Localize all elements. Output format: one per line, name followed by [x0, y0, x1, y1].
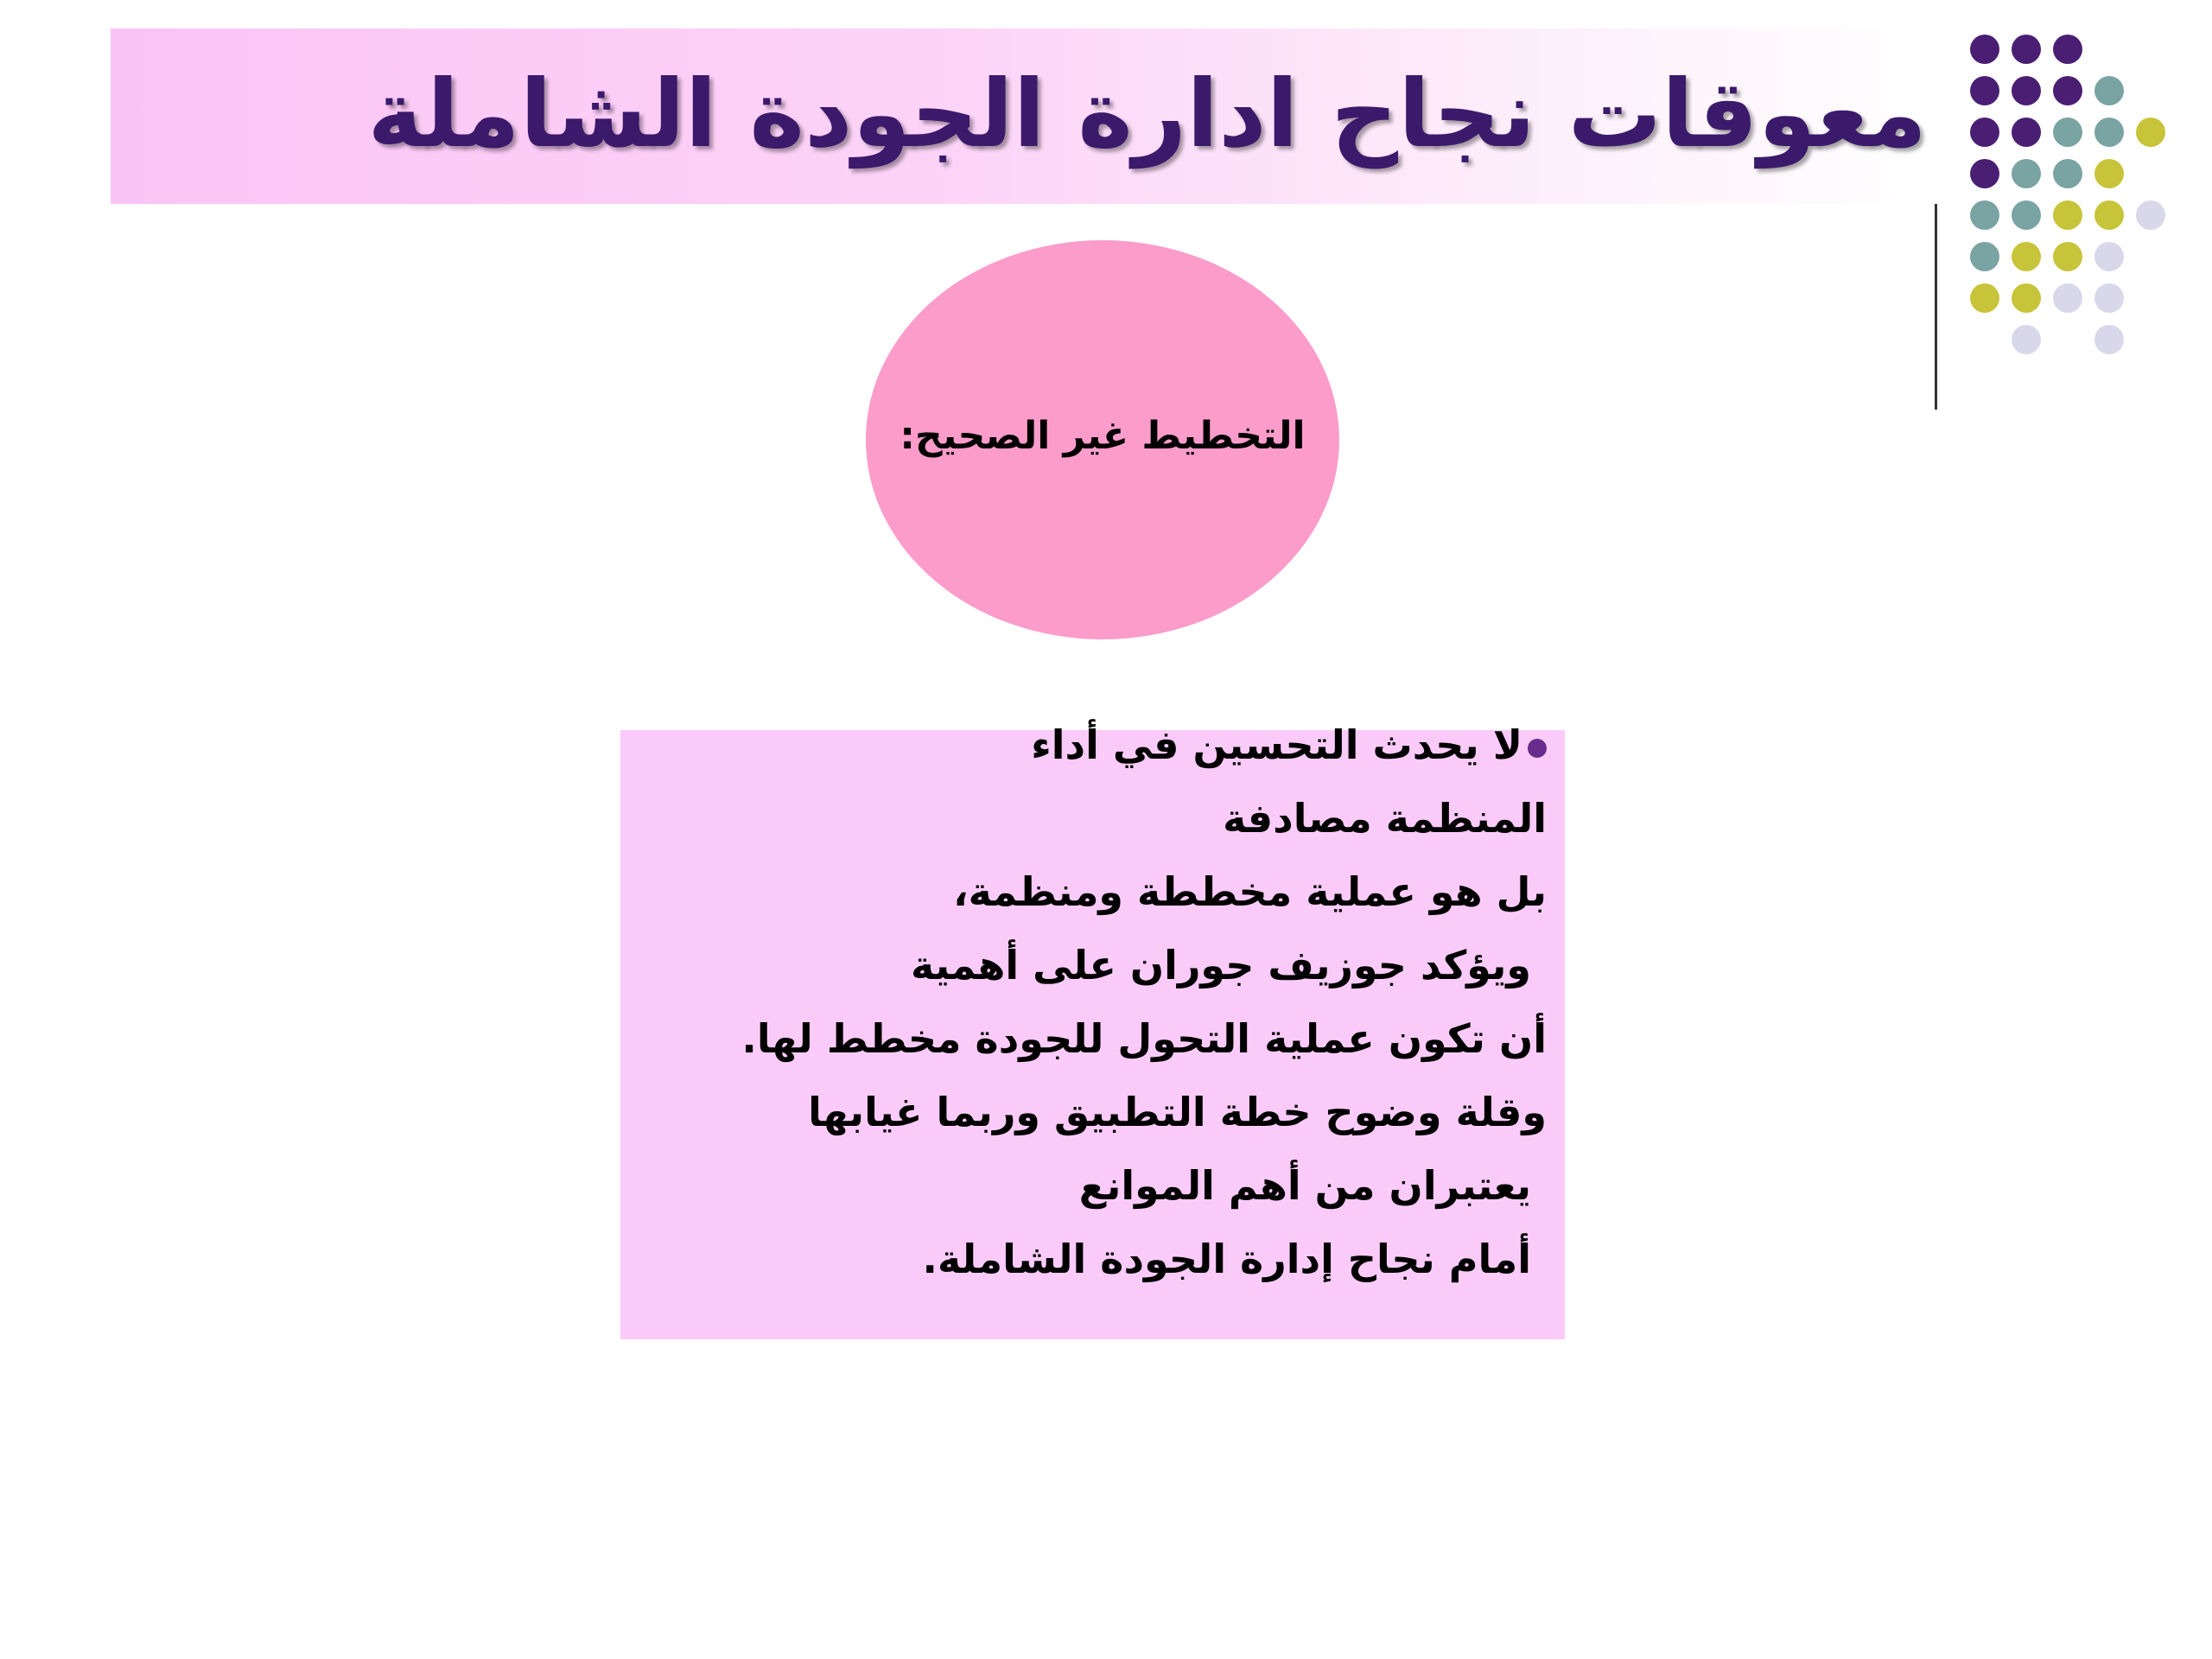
body-line-5: أن تكون عملية التحول للجودة مخطط لها. [741, 1015, 1547, 1062]
decor-dot [2094, 325, 2124, 354]
body-text [657, 709, 1547, 1296]
decor-dot [2136, 200, 2165, 230]
decor-dot [1970, 118, 1999, 147]
ellipse-label: التخطيط غير الصحيح: [899, 414, 1306, 458]
decor-dot [1970, 283, 1999, 313]
body-line-2: المنظمة مصادفة [1223, 795, 1547, 842]
decor-dot [2012, 76, 2041, 105]
body-line-1 [657, 709, 1547, 782]
body-line-3: بل هو عملية مخططة ومنظمة، [953, 868, 1547, 915]
decor-dot [1970, 159, 1999, 188]
decor-dot [2053, 35, 2082, 64]
decor-dot [2012, 325, 2041, 354]
decor-dot [2094, 118, 2124, 147]
bullet-dot-icon [1528, 739, 1547, 758]
decor-dot [1970, 76, 1999, 105]
decor-dot [2094, 242, 2124, 271]
decor-dot [1970, 242, 1999, 271]
slide-title: معوقات نجاح ادارة الجودة الشاملة [367, 60, 1927, 168]
decor-dot [1970, 35, 1999, 64]
decor-dot [1970, 200, 1999, 230]
decor-dot [2053, 242, 2082, 271]
decor-dot [2012, 200, 2041, 230]
decor-dot [2053, 283, 2082, 313]
decor-dot [2053, 76, 2082, 105]
decor-dot [2012, 242, 2041, 271]
decor-dot [2094, 76, 2124, 105]
decor-dot [2012, 118, 2041, 147]
vertical-divider [1935, 204, 1937, 410]
decor-dot [2053, 200, 2082, 230]
body-line-1-text: لا يحدث التحسين في أداء [1031, 721, 1522, 768]
decor-dot [2012, 283, 2041, 313]
body-line-7: يعتبران من أهم الموانع [1078, 1162, 1531, 1209]
decor-dot [2012, 35, 2041, 64]
decor-dot [2094, 200, 2124, 230]
decor-dot [2053, 159, 2082, 188]
body-line-4: ويؤكد جوزيف جوران على أهمية [910, 942, 1531, 988]
dot-grid-icon [1970, 35, 2195, 363]
decor-dot [2012, 159, 2041, 188]
body-line-6: وقلة وضوح خطة التطبيق وربما غيابها [808, 1089, 1547, 1135]
decor-dot [2094, 283, 2124, 313]
body-line-8: أمام نجاح إدارة الجودة الشاملة. [922, 1236, 1531, 1282]
decor-dot [2053, 118, 2082, 147]
decor-dot [2094, 159, 2124, 188]
decor-dot [2136, 118, 2165, 147]
